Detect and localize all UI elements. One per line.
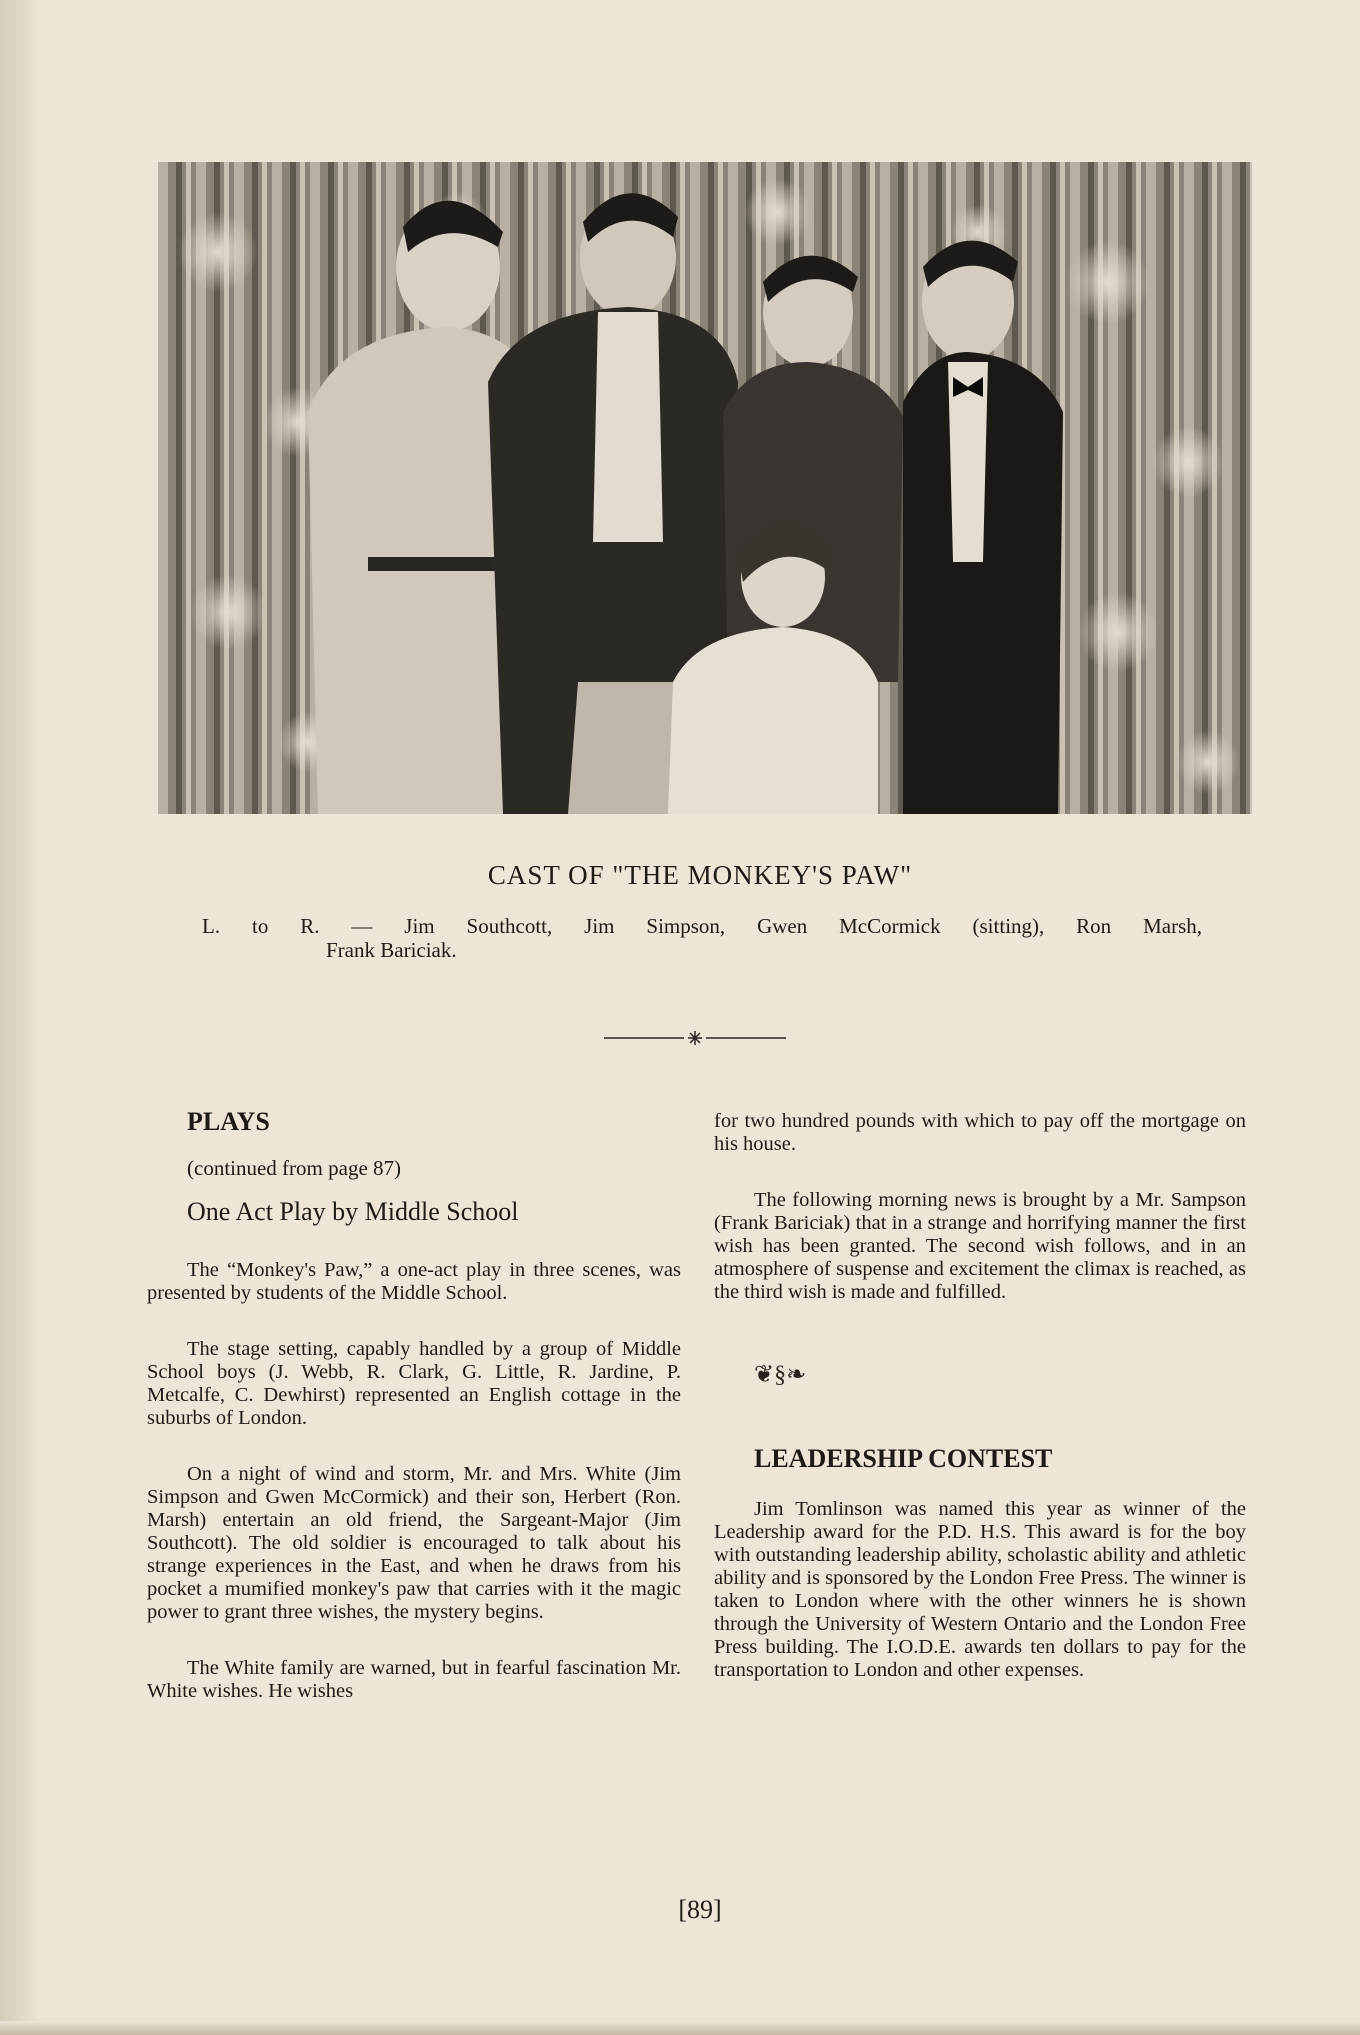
left-column bbox=[147, 1107, 681, 1703]
divider-flourish-icon bbox=[688, 1031, 702, 1045]
page-number: [89] bbox=[678, 1895, 722, 1924]
cast-photo bbox=[158, 162, 1252, 814]
page-bottom-edge bbox=[0, 2021, 1360, 2035]
continued-note: (continued from page 87) bbox=[187, 1156, 402, 1180]
right-column bbox=[714, 1110, 1246, 1682]
photo-caption-title: CAST OF "THE MONKEY'S PAW" bbox=[487, 860, 913, 890]
page-gutter-shadow bbox=[0, 0, 42, 2035]
plays-heading: PLAYS bbox=[187, 1107, 270, 1136]
plays-paragraph-2: The stage setting, capably handled by a group of Middle School boys (J. Webb, R. Clark, G. Little, R. Jardine, P. Metcalfe, C. Dewhirst) represented an English cottage in the suburbs of London. bbox=[147, 1338, 681, 1429]
plays-continuation-2: The following morning news is brought by a Mr. Sampson (Frank Bariciak) that in a strange and horrifying manner the first wish has been granted. The second wish follows, and in an atmosphere of suspense and excitement the climax is reached, as the third wish is made and fulfilled. bbox=[714, 1189, 1246, 1303]
leadership-heading: LEADERSHIP CONTEST bbox=[754, 1444, 1053, 1473]
plays-subheading: One Act Play by Middle School bbox=[187, 1197, 519, 1226]
cast-photo-illustration bbox=[158, 162, 1252, 814]
section-divider bbox=[604, 1028, 786, 1048]
plays-continuation-1: for two hundred pounds with which to pay off the mortgage on his house. bbox=[714, 1110, 1246, 1155]
plays-paragraph-1: The “Monkey's Paw,” a one-act play in three scenes, was presented by students of the Middle School. bbox=[147, 1259, 681, 1304]
photo-caption-names: L. to R. — Jim Southcott, Jim Simpson, Gwen McCormick (sitting), Ron Marsh, bbox=[202, 914, 1202, 938]
plays-paragraph-3: On a night of wind and storm, Mr. and Mrs. White (Jim Simpson and Gwen McCormick) and their son, Herbert (Ron. Marsh) entertain an old friend, the Sargeant-Major (Jim Southcott). The old soldier is encouraged to talk about his strange experiences in the East, and when he draws from his pocket a mumified monkey's paw that carries with it the magic power to grant three wishes, the mystery begins. bbox=[147, 1463, 681, 1623]
plays-paragraph-4: The White family are warned, but in fearful fascination Mr. White wishes. He wishes bbox=[147, 1657, 681, 1702]
leadership-paragraph: Jim Tomlinson was named this year as winner of the Leadership award for the P.D. H.S. This award is for the boy with outstanding leadership ability, scholastic ability and athletic ability and is sponsored by the London Free Press. The winner is taken to London where with the other winners he is shown through the University of Western Ontario and the London Free Press building. The I.O.D.E. awards ten dollars to pay for the transportation to London and other expenses. bbox=[714, 1498, 1246, 1681]
photo-caption-names-continued: Frank Bariciak. bbox=[326, 938, 457, 962]
ornament-icon: ❦§❧ bbox=[754, 1362, 807, 1388]
